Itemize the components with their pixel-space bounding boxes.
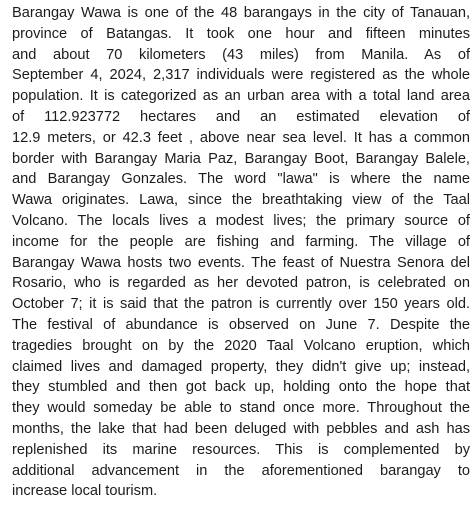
text-line: population. It is categorized as an urban area with a total land area (12, 88, 470, 105)
text-line: Rosario, who is regarded as her devoted patron, is celebrated on (12, 275, 470, 292)
text-line: income for the people are fishing and farming. The village of (12, 233, 470, 250)
text-line: replenished its marine resources. This is complemented by (12, 441, 470, 458)
text-line: border with Barangay Maria Paz, Barangay Boot, Barangay Balele, (12, 150, 470, 167)
text-line: additional advancement in the aforementioned barangay to (12, 462, 470, 479)
text-line: The festival of abundance is observed on June 7. Despite the (12, 316, 470, 333)
text-line: they would someday be able to stand once more. Throughout the (12, 400, 470, 417)
text-line: province of Batangas. It took one hour and fifteen minutes (12, 25, 470, 42)
text-line: increase local tourism. (12, 483, 158, 500)
text-line: they stumbled and then got back up, holding onto the hope that (12, 379, 470, 396)
text-line: October 7; it is said that the patron is currently over 150 years old. (12, 296, 470, 313)
text-line: 12.9 meters, or 42.3 feet , above near sea level. It has a common (12, 129, 470, 146)
text-line: claimed lives and damaged property, they didn't give up; instead, (12, 358, 470, 375)
text-line: Volcano. The locals lives a modest lives; the primary source of (12, 212, 470, 229)
text-line: and Barangay Gonzales. The word "lawa" is where the name (12, 171, 470, 188)
document-body (12, 3, 470, 502)
text-line: of 112.923772 hectares and an estimated elevation of (12, 108, 470, 125)
text-line: Barangay Wawa is one of the 48 barangays in the city of Tanauan, (12, 5, 470, 21)
text-line: Wawa originates. Lawa, since the breathtaking view of the Taal (12, 192, 470, 209)
text-line: months, the lake that had been deluged with pebbles and ash has (12, 420, 470, 437)
text-line: tragedies brought on by the 2020 Taal Volcano eruption, which (12, 337, 470, 354)
text-line: September 4, 2024, 2,317 individuals were registered as the whole (12, 67, 470, 84)
text-line: Barangay Wawa hosts two events. The feast of Nuestra Senora del (12, 254, 470, 271)
text-line: and about 70 kilometers (43 miles) from Manila. As of (12, 46, 470, 63)
